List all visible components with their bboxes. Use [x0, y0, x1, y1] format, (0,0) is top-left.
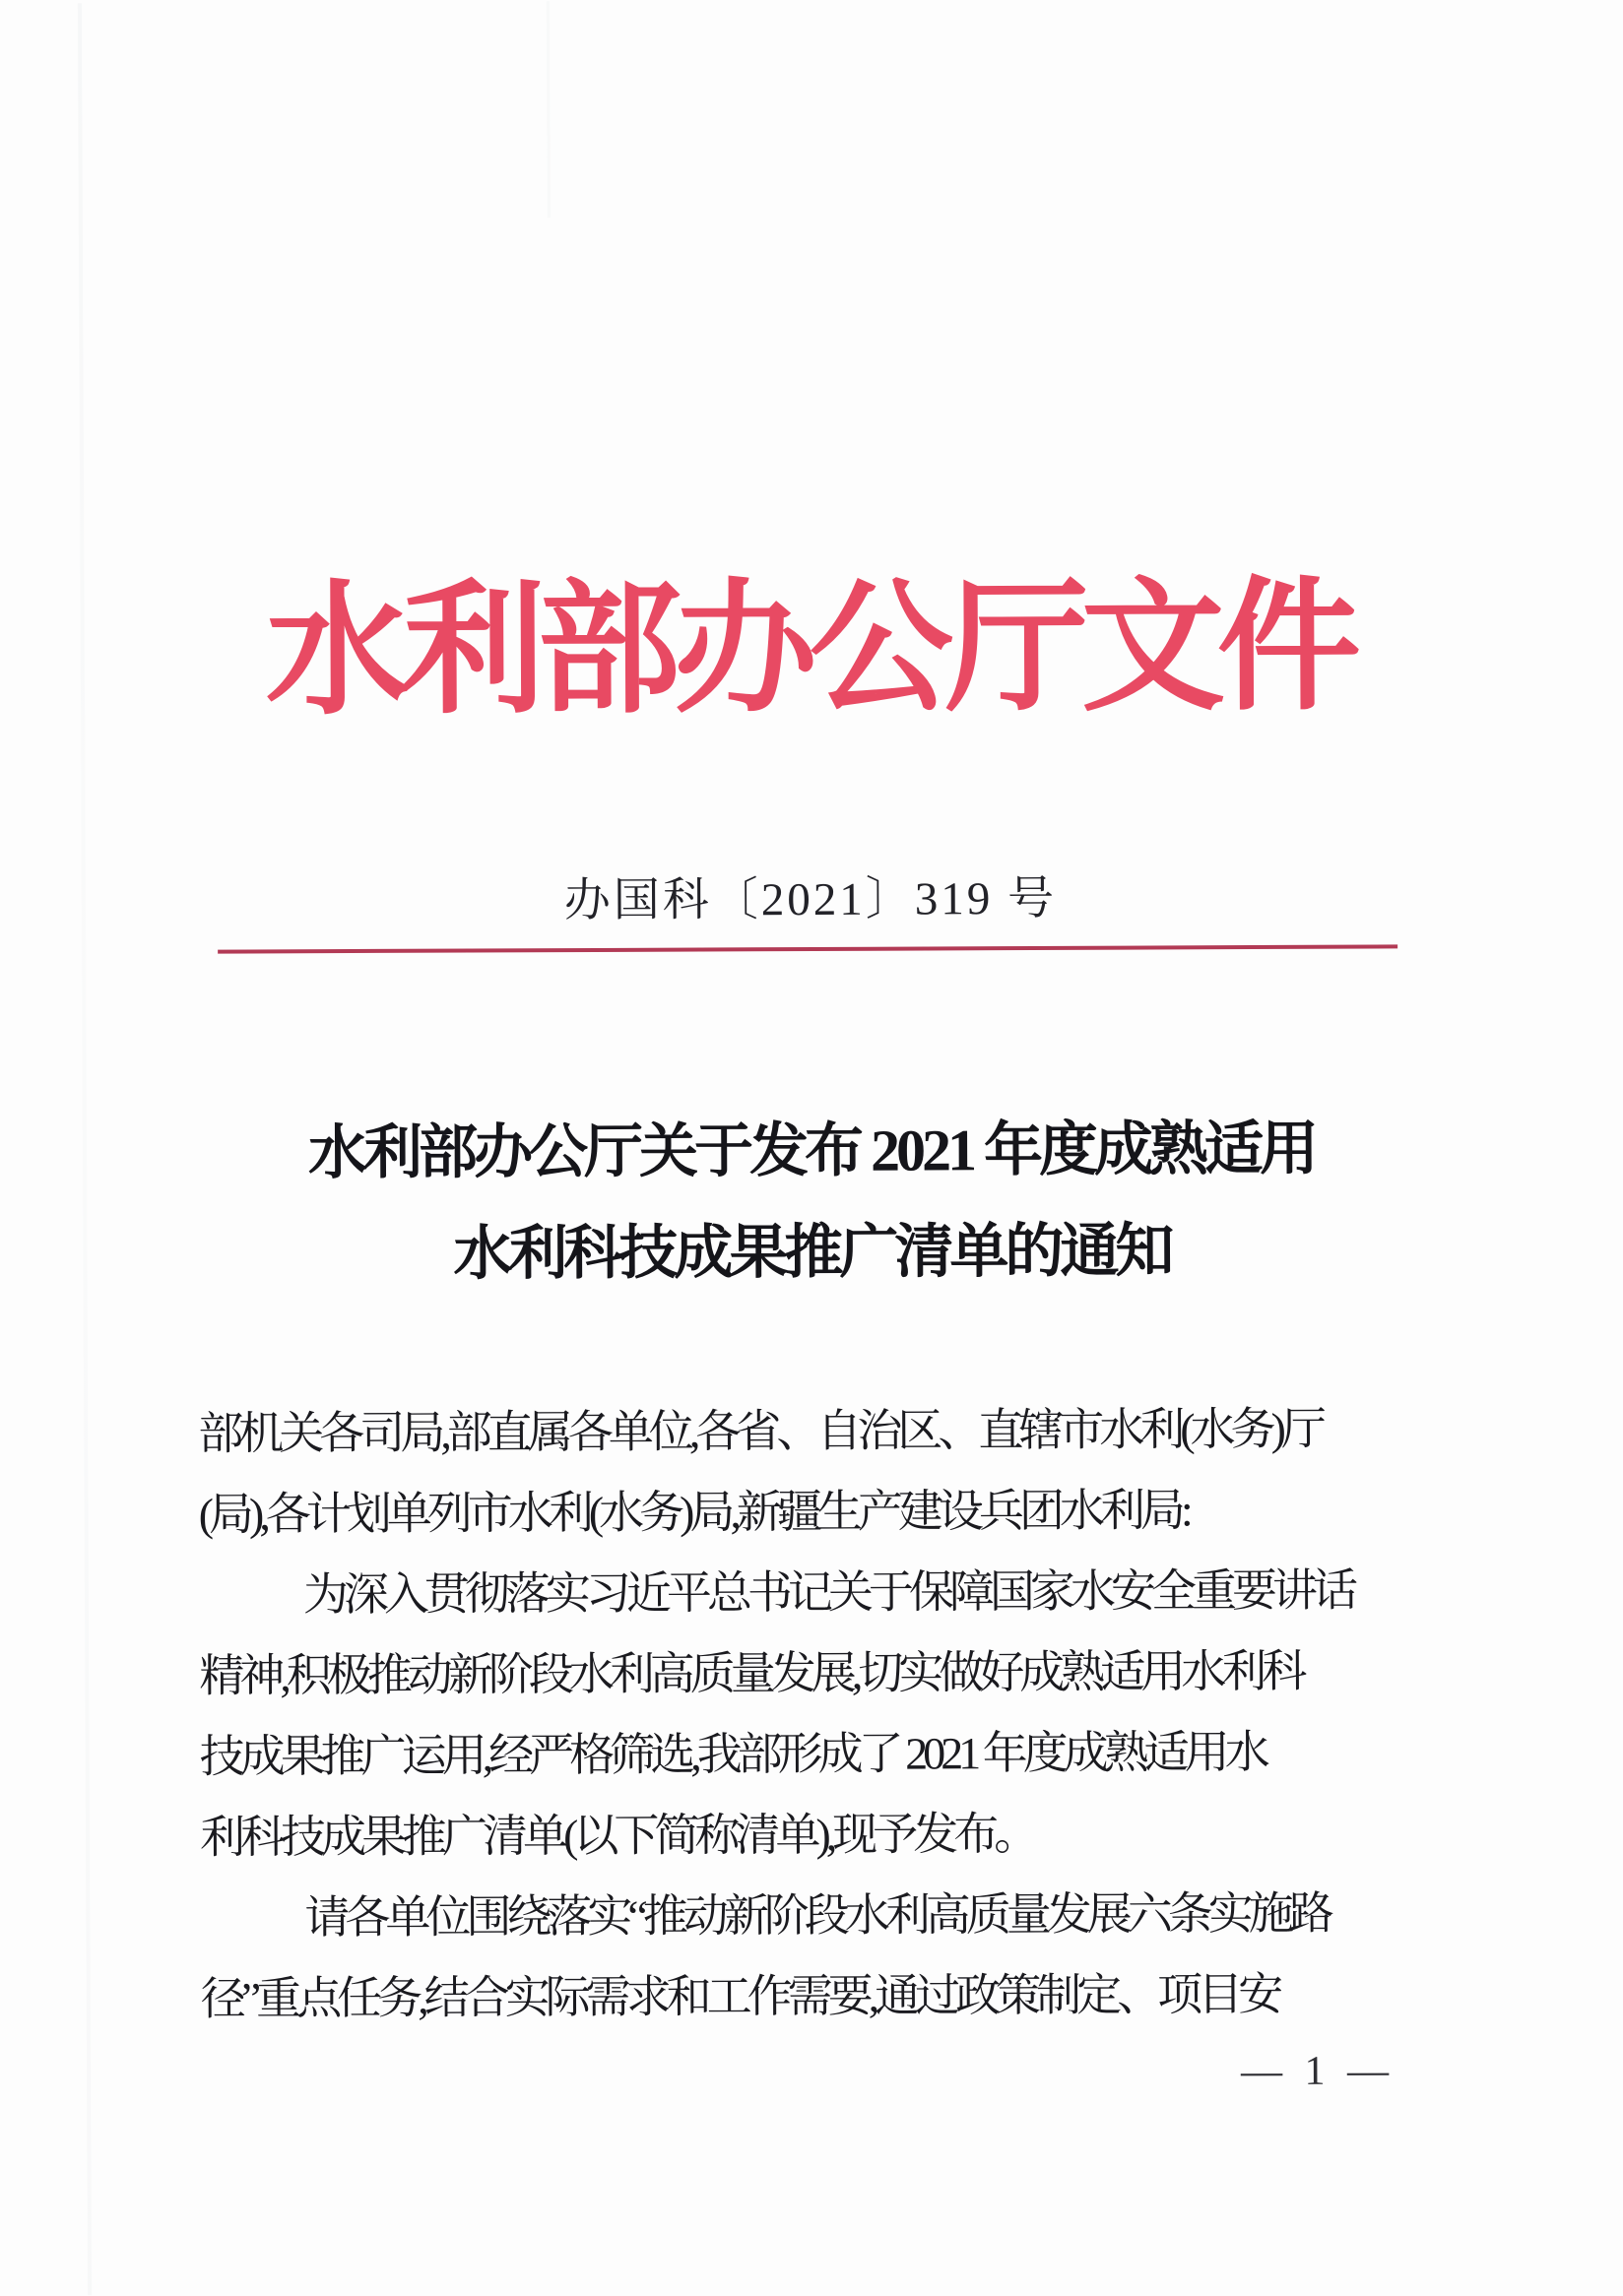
notice-title-line-1: 水利部办公厅关于发布 2021 年度成熟适用: [307, 1116, 1316, 1186]
body-text-line: (局),各计划单列市水利(水务)局,新疆生产建设兵团水利局:: [198, 1485, 1189, 1540]
red-divider-rule: [218, 944, 1397, 953]
scan-artifact-streak: [547, 1, 551, 218]
document-number: 办国科〔2021〕319 号: [563, 872, 1058, 927]
body-text-line: 精神,积极推动新阶段水利高质量发展,切实做好成熟适用水利科: [199, 1645, 1303, 1701]
page-number: — 1 —: [1241, 2048, 1396, 2095]
letterhead-title: 水利部办公厅文件: [265, 567, 1354, 733]
body-text-line: 为深入贯彻落实习近平总书记关于保障国家水安全重要讲话: [302, 1564, 1354, 1621]
body-text-line: 径”重点任务,结合实际需求和工作需要,通过政策制定、项目安: [200, 1968, 1279, 2024]
body-text-line: 利科技成果推广清单(以下简称清单),现予发布。: [199, 1809, 1035, 1863]
body-text-line: 技成果推广运用,经严格筛选,我部形成了 2021 年度成熟适用水: [199, 1726, 1266, 1782]
notice-title: [0, 1097, 1623, 1307]
notice-title-line-2: 水利科技成果推广清单的通知: [453, 1218, 1171, 1287]
body-text-line: 部机关各司局,部直属各单位,各省、自治区、直辖市水利(水务)厅: [198, 1403, 1323, 1459]
body-text-line: 请各单位围绕落实“推动新阶段水利高质量发展六条实施路: [304, 1887, 1330, 1944]
body-text: [198, 1388, 1414, 2039]
